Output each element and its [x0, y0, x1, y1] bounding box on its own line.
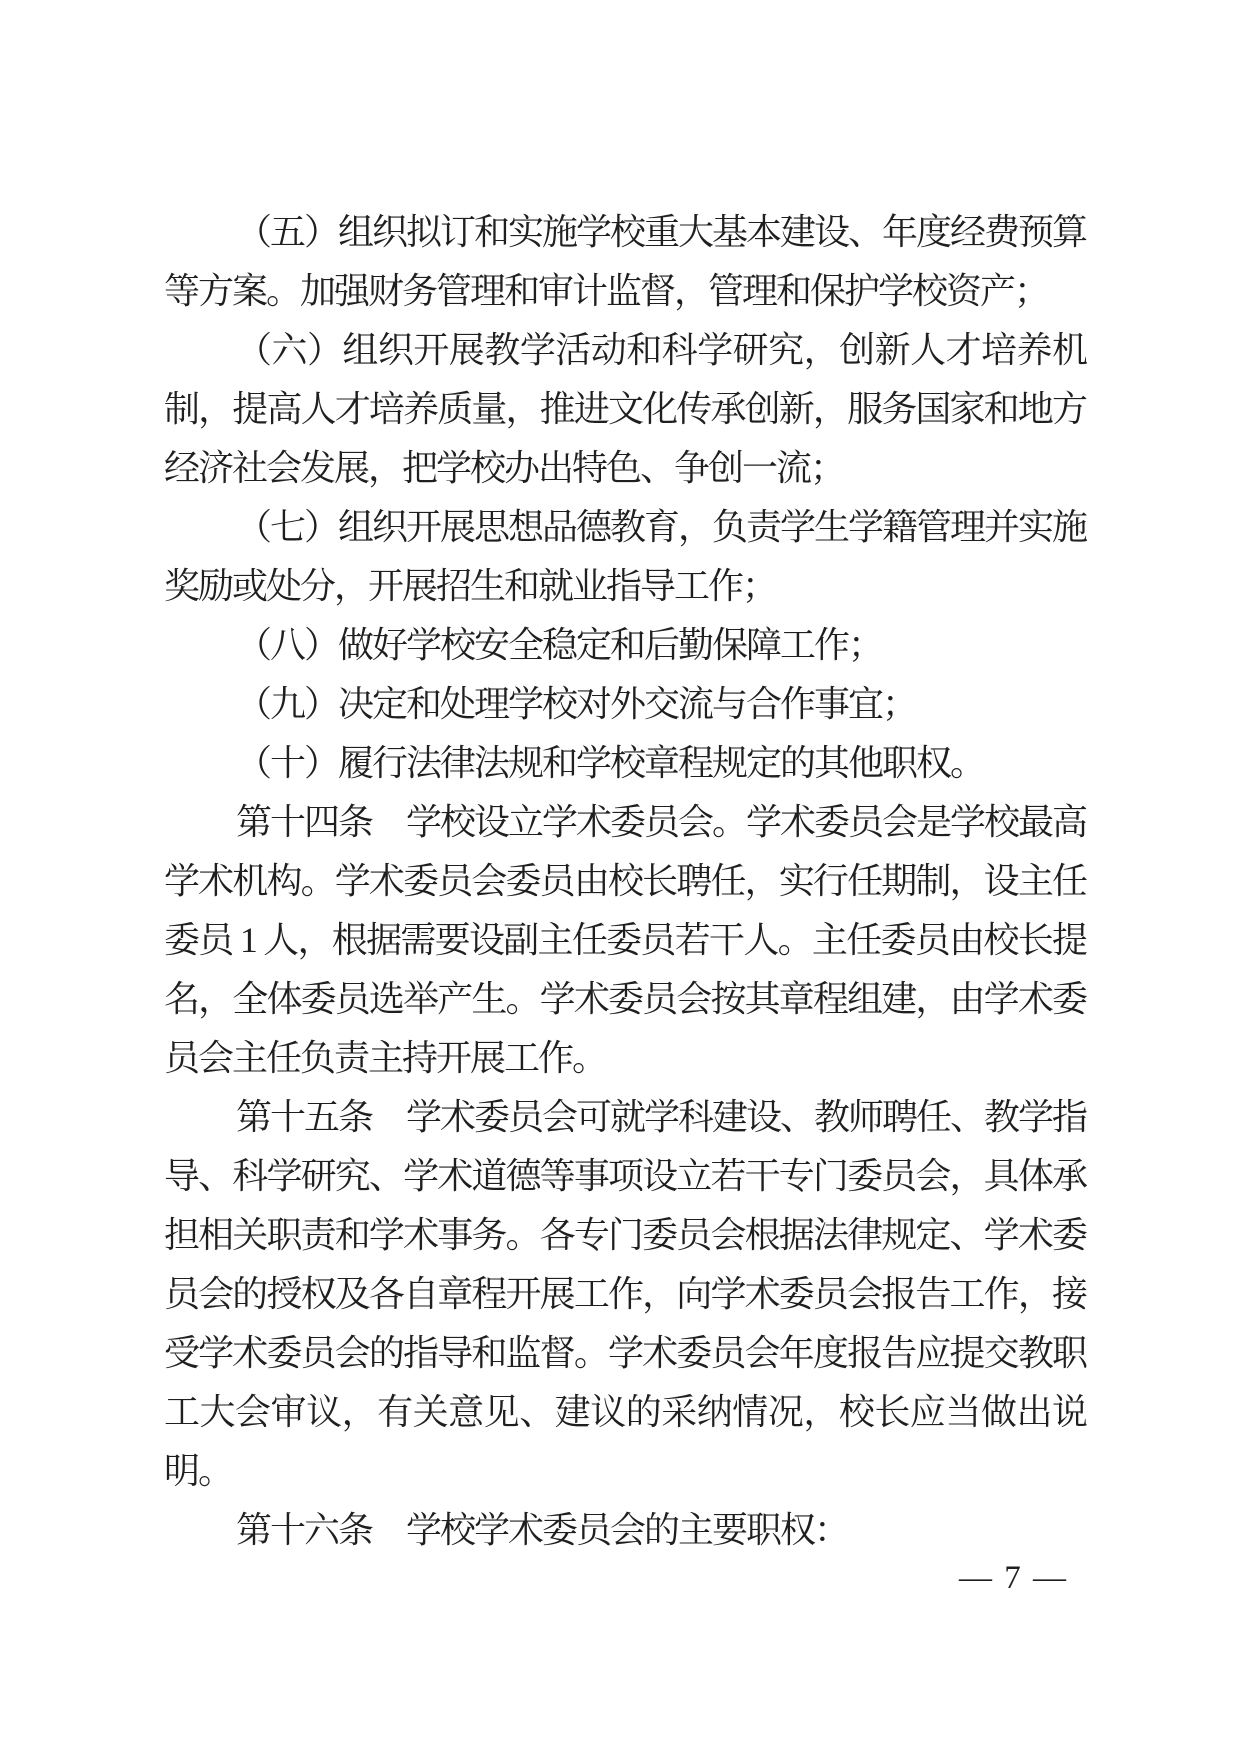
paragraph-item-9: （九）决定和处理学校对外交流与合作事宜； — [236, 684, 917, 724]
document-body-text — [164, 203, 1086, 1560]
paragraph-article-16: 第十六条 学校学术委员会的主要职权： — [236, 1510, 849, 1550]
paragraph-item-5: （五）组织拟订和实施学校重大基本建设、年度经费预算等方案。加强财务管理和审计监督，管理和保护学校资产； — [164, 212, 1087, 311]
page-number: — 7 — — [959, 1560, 1068, 1596]
paragraph-item-10: （十）履行法律法规和学校章程规定的其他职权。 — [236, 743, 985, 783]
paragraph-article-14: 第十四条 学校设立学术委员会。学术委员会是学校最高学术机构。学术委员会委员由校长聘任，实行任期制，设主任委员 1 人，根据需要设副主任委员若干人。主任委员由校长提名，全体委员选举产生。学术委员会按其章程组建，由学术委员会主任负责主持开展工作。 — [164, 802, 1087, 1078]
paragraph-item-8: （八）做好学校安全稳定和后勤保障工作； — [236, 625, 883, 665]
paragraph-item-7: （七）组织开展思想品德教育，负责学生学籍管理并实施奖励或处分，开展招生和就业指导工作； — [164, 507, 1087, 606]
paragraph-item-6: （六）组织开展教学活动和科学研究，创新人才培养机制，提高人才培养质量，推进文化传承创新，服务国家和地方经济社会发展，把学校办出特色、争创一流； — [164, 330, 1086, 488]
paragraph-article-15: 第十五条 学术委员会可就学科建设、教师聘任、教学指导、科学研究、学术道德等事项设立若干专门委员会，具体承担相关职责和学术事务。各专门委员会根据法律规定、学术委员会的授权及各自章程开展工作，向学术委员会报告工作，接受学术委员会的指导和监督。学术委员会年度报告应提交教职工大会审议，有关意见、建议的采纳情况，校长应当做出说明。 — [164, 1097, 1087, 1491]
